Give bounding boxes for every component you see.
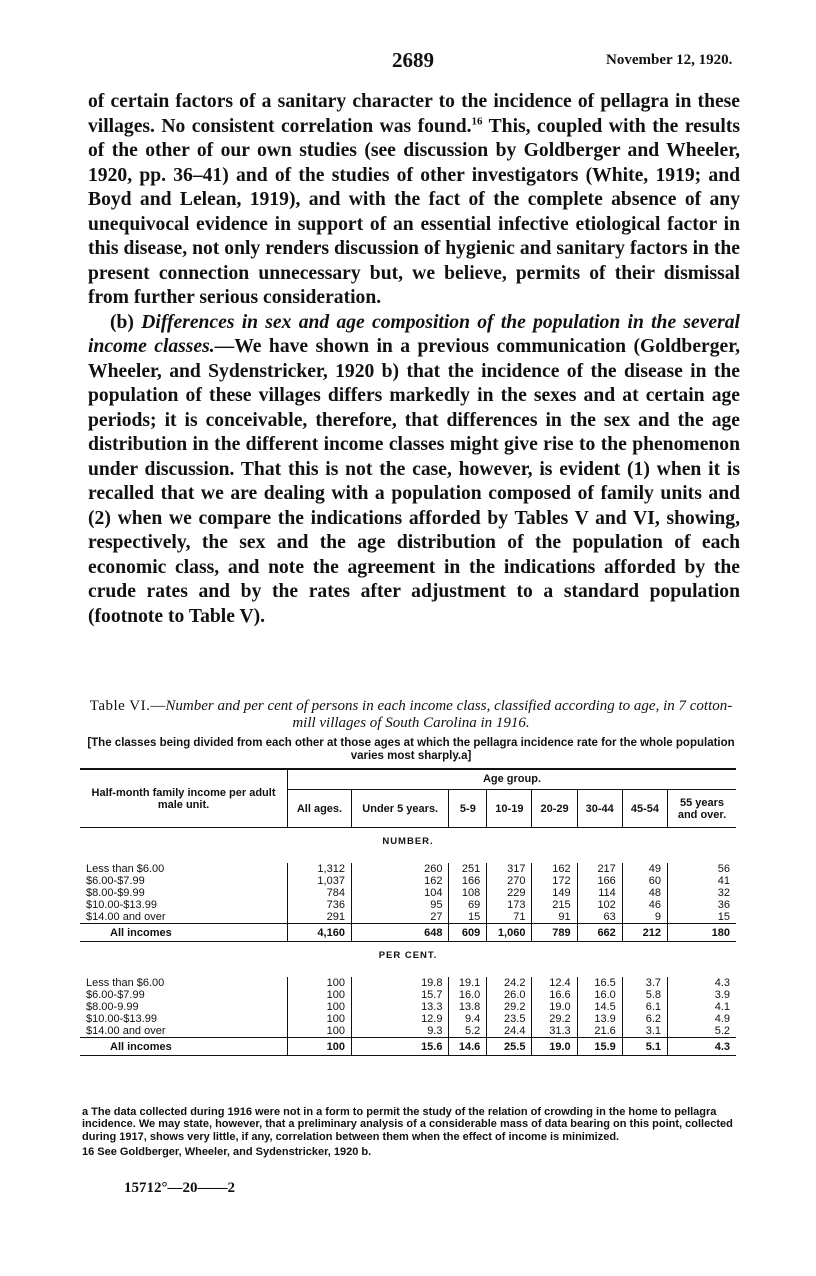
cell: 212 — [622, 924, 667, 942]
footnotes — [82, 1106, 740, 1162]
cell: 100 — [288, 1038, 352, 1056]
cell: 12.4 — [532, 977, 577, 989]
cell: 21.6 — [577, 1025, 622, 1038]
cell: 100 — [288, 989, 352, 1001]
cell: 46 — [622, 899, 667, 911]
table-row — [80, 1025, 736, 1038]
cell: 41 — [668, 875, 737, 887]
cell: 5.8 — [622, 989, 667, 1001]
cell: 13.8 — [449, 1001, 487, 1013]
row-label: $14.00 and over — [86, 1025, 166, 1037]
cell: 162 — [351, 875, 449, 887]
table-row — [80, 887, 736, 899]
paragraph-2-body: —We have shown in a previous communication (Goldberger, Wheeler, and Sydenstricker, 1920 b) that the incidence of the disease in the population of these villages differs markedly in the sexes and at certain age periods; it is conceivable, therefore, that differences in the sex and the age distribution in the different income classes might give rise to the phenomenon under discussion. That this is not the case, however, is evident (1) when it is recalled that we are dealing with a population composed of family units and (2) when we compare the indications afforded by Tables V and VI, showing, respectively, the sex and the age distribution of the population of each economic class, and note the agreement in the indications afforded by the crude rates and by the rates after adjustment to a standard population (footnote to Table V). — [88, 336, 740, 627]
cell: 260 — [351, 863, 449, 875]
table-row — [80, 989, 736, 1001]
cell: 4.1 — [668, 1001, 737, 1013]
cell: 100 — [288, 1025, 352, 1038]
cell: 49 — [622, 863, 667, 875]
cell: 173 — [487, 899, 532, 911]
row-label: $6.00-$7.99 — [86, 989, 145, 1001]
cell: 648 — [351, 924, 449, 942]
table-row — [80, 1001, 736, 1013]
age-group-table — [80, 768, 736, 1056]
cell: 56 — [668, 863, 737, 875]
row-label: $8.00-9.99 — [86, 1001, 139, 1013]
cell: 13.3 — [351, 1001, 449, 1013]
stub-header: Half-month family income per adult male unit. — [80, 769, 288, 828]
cell: 102 — [577, 899, 622, 911]
page-number: 2689 — [392, 48, 434, 72]
col-header-45-54: 45-54 — [622, 790, 667, 828]
footnote-a: a The data collected during 1916 were not in a form to permit the study of the relation of crowding in the home to pellagra incidence. We may state, however, that a preliminary analysis of a considerable mass of data bearing on this point, collected during 1917, shows very little, if any, correlation between them when the effect of income is minimized. — [82, 1106, 733, 1143]
row-label: $8.00-$9.99 — [86, 887, 145, 899]
cell: 91 — [532, 911, 577, 924]
cell: 19.0 — [532, 1038, 577, 1056]
cell: 19.1 — [449, 977, 487, 989]
cell: 29.2 — [532, 1013, 577, 1025]
cell: 24.2 — [487, 977, 532, 989]
cell: 15 — [668, 911, 737, 924]
cell: 9.4 — [449, 1013, 487, 1025]
cell: 15.6 — [351, 1038, 449, 1056]
cell: 1,060 — [487, 924, 532, 942]
cell: 4.3 — [668, 1038, 737, 1056]
cell: 166 — [577, 875, 622, 887]
col-header-55-over: 55 years and over. — [668, 790, 737, 828]
cell: 71 — [487, 911, 532, 924]
cell: 48 — [622, 887, 667, 899]
cell: 36 — [668, 899, 737, 911]
paragraph-1 — [88, 90, 740, 311]
cell: 15 — [449, 911, 487, 924]
cell: 3.1 — [622, 1025, 667, 1038]
col-header-10-19: 10-19 — [487, 790, 532, 828]
table-total-row — [80, 1038, 736, 1056]
cell: 317 — [487, 863, 532, 875]
cell: 736 — [288, 899, 352, 911]
cell: 100 — [288, 1013, 352, 1025]
cell: 15.9 — [577, 1038, 622, 1056]
cell: 95 — [351, 899, 449, 911]
row-label: Less than $6.00 — [86, 977, 165, 989]
age-group-header: Age group. — [288, 769, 737, 790]
document-id: 15712°—20——2 — [124, 1180, 235, 1196]
row-label: All incomes — [80, 924, 288, 942]
footnote-ref-16: 16 — [471, 114, 483, 127]
table-row — [80, 977, 736, 989]
cell: 100 — [288, 977, 352, 989]
page-header — [0, 48, 816, 76]
cell: 69 — [449, 899, 487, 911]
cell: 16.0 — [577, 989, 622, 1001]
cell: 251 — [449, 863, 487, 875]
issue-date: November 12, 1920. — [606, 52, 733, 68]
row-label: $10.00-$13.99 — [86, 1013, 157, 1025]
footnote-16: 16 See Goldberger, Wheeler, and Sydenstricker, 1920 b. — [82, 1146, 372, 1159]
table-row — [80, 911, 736, 924]
cell: 27 — [351, 911, 449, 924]
cell: 784 — [288, 887, 352, 899]
col-header-under-5: Under 5 years. — [351, 790, 449, 828]
cell: 215 — [532, 899, 577, 911]
paragraph-2 — [88, 311, 740, 630]
cell: 149 — [532, 887, 577, 899]
table-row — [80, 899, 736, 911]
cell: 19.8 — [351, 977, 449, 989]
table-row — [80, 875, 736, 887]
cell: 25.5 — [487, 1038, 532, 1056]
cell: 1,037 — [288, 875, 352, 887]
row-label: Less than $6.00 — [86, 863, 165, 875]
cell: 60 — [622, 875, 667, 887]
cell: 5.2 — [449, 1025, 487, 1038]
cell: 180 — [668, 924, 737, 942]
row-label: $6.00-$7.99 — [86, 875, 145, 887]
cell: 162 — [532, 863, 577, 875]
cell: 4.3 — [668, 977, 737, 989]
col-header-all-ages: All ages. — [288, 790, 352, 828]
cell: 108 — [449, 887, 487, 899]
cell: 4,160 — [288, 924, 352, 942]
cell: 6.2 — [622, 1013, 667, 1025]
col-header-5-9: 5-9 — [449, 790, 487, 828]
cell: 16.0 — [449, 989, 487, 1001]
cell: 270 — [487, 875, 532, 887]
cell: 26.0 — [487, 989, 532, 1001]
cell: 3.7 — [622, 977, 667, 989]
paragraph-1-text-b: This, coupled with the results of the other of our own studies (see discussion by Goldberger and Wheeler, 1920, pp. 36–41) and of the studies of other investigators (White, 1919; and Boyd and Lelean, 1919), and with the fact of the complete absence of any unequivocal evidence in support of an essential infective etiological factor in this disease, not only renders discussion of hygienic and sanitary factors in the present connection unnecessary but, we believe, permits of their dismissal from further serious consideration. — [88, 115, 740, 308]
table-total-row — [80, 924, 736, 942]
cell: 13.9 — [577, 1013, 622, 1025]
paragraph-1-text-a: of certain factors of a sanitary character to the incidence of pellagra in these villages. No consistent correlation was found. — [88, 91, 740, 137]
cell: 16.5 — [577, 977, 622, 989]
table-caption-label: Table VI. — [89, 698, 151, 714]
cell: 4.9 — [668, 1013, 737, 1025]
cell: 789 — [532, 924, 577, 942]
cell: 291 — [288, 911, 352, 924]
cell: 12.9 — [351, 1013, 449, 1025]
cell: 16.6 — [532, 989, 577, 1001]
section-number-label: NUMBER. — [382, 836, 434, 847]
cell: 9 — [622, 911, 667, 924]
cell: 1,312 — [288, 863, 352, 875]
paragraph-2-label: (b) — [110, 311, 142, 333]
cell: 29.2 — [487, 1001, 532, 1013]
cell: 229 — [487, 887, 532, 899]
row-label: $10.00-$13.99 — [86, 899, 157, 911]
cell: 15.7 — [351, 989, 449, 1001]
row-label: All incomes — [80, 1038, 288, 1056]
cell: 100 — [288, 1001, 352, 1013]
cell: 23.5 — [487, 1013, 532, 1025]
cell: 14.5 — [577, 1001, 622, 1013]
cell: 5.2 — [668, 1025, 737, 1038]
section-percent-label: PER CENT. — [378, 950, 438, 961]
table-caption-title: Number and per cent of persons in each income class, classified according to age, in 7 cotton-mill villages of South Carolina in 1916. — [165, 698, 733, 731]
table-row — [80, 863, 736, 875]
cell: 9.3 — [351, 1025, 449, 1038]
cell: 32 — [668, 887, 737, 899]
col-header-20-29: 20-29 — [532, 790, 577, 828]
cell: 5.1 — [622, 1038, 667, 1056]
cell: 217 — [577, 863, 622, 875]
cell: 6.1 — [622, 1001, 667, 1013]
table-caption-dash: — — [150, 698, 166, 714]
cell: 19.0 — [532, 1001, 577, 1013]
col-header-30-44: 30-44 — [577, 790, 622, 828]
body-text — [88, 90, 740, 629]
cell: 166 — [449, 875, 487, 887]
cell: 609 — [449, 924, 487, 942]
cell: 24.4 — [487, 1025, 532, 1038]
cell: 63 — [577, 911, 622, 924]
cell: 172 — [532, 875, 577, 887]
cell: 104 — [351, 887, 449, 899]
cell: 14.6 — [449, 1038, 487, 1056]
row-label: $14.00 and over — [86, 911, 166, 923]
table-row — [80, 1013, 736, 1025]
paragraph-2-heading: Differences in sex and age composition of the population in the several income classes. — [88, 311, 740, 357]
table-subnote: [The classes being divided from each other at those ages at which the pellagra incidence rate for the whole population varies most sharply.a] — [87, 737, 735, 762]
cell: 662 — [577, 924, 622, 942]
table-caption — [82, 698, 740, 732]
cell: 3.9 — [668, 989, 737, 1001]
cell: 31.3 — [532, 1025, 577, 1038]
cell: 114 — [577, 887, 622, 899]
